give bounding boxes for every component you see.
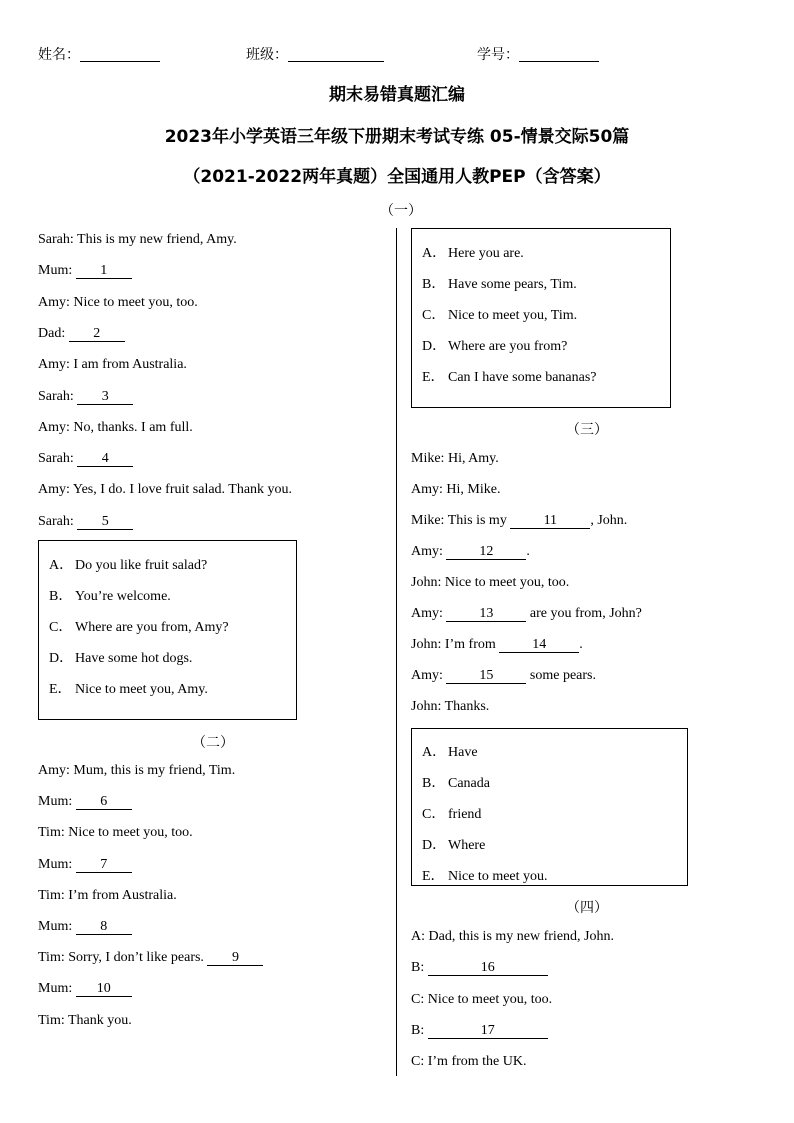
dialog-line [411, 992, 552, 1008]
speaker: B: [411, 1022, 425, 1038]
speaker: Amy: [411, 544, 443, 559]
speaker: Sarah: [38, 388, 74, 404]
dialog-line [38, 295, 198, 311]
dialog-line [38, 326, 125, 342]
dialog-line [411, 544, 530, 560]
dialog-line [38, 263, 132, 279]
dialog-line [411, 960, 548, 976]
dialog-line [38, 1013, 132, 1029]
answer-blank-16[interactable]: 16 [428, 960, 548, 976]
option-key: E． [49, 682, 72, 697]
option-key: D． [422, 339, 447, 354]
dialog-line [38, 482, 292, 498]
doc-title-1: 期末易错真题汇编 [329, 85, 465, 105]
dialog-line [411, 1054, 527, 1070]
option-text: Nice to meet you. [448, 869, 548, 884]
dialog-line [411, 668, 596, 684]
speaker: Sarah: [38, 451, 74, 467]
option-text: Where are you from, Amy? [75, 620, 229, 635]
speaker: Mum: [38, 856, 73, 872]
option-text: Where [448, 838, 486, 853]
dialog-line [38, 888, 177, 904]
answer-blank-8[interactable]: 8 [76, 919, 132, 935]
answer-blank-14[interactable]: 14 [499, 637, 579, 653]
utterance-tail: are you from, John? [526, 606, 642, 621]
option-b [422, 772, 490, 792]
dialog-line [38, 950, 263, 966]
option-text: Have some pears, Tim. [448, 277, 577, 292]
speaker: Tim: [38, 825, 65, 841]
utterance: Sorry, I don’t like pears. [68, 950, 204, 966]
doc-title-3: （2021-2022两年真题）全国通用人教PEP（含答案） [183, 167, 611, 187]
dialog-line [38, 919, 132, 935]
utterance: I’m from Australia. [68, 887, 177, 903]
option-b [49, 585, 171, 605]
answer-blank-1[interactable]: 1 [76, 263, 132, 279]
option-e [49, 678, 208, 698]
option-text: Nice to meet you, Tim. [448, 308, 578, 323]
student-id-blank[interactable] [519, 47, 599, 62]
speaker: B: [411, 960, 425, 976]
name-field [38, 44, 160, 64]
speaker: Mum: [38, 794, 73, 810]
dialog-line [38, 857, 132, 873]
speaker: Mike: [411, 513, 445, 528]
utterance: Thank you. [67, 1012, 132, 1028]
option-d [49, 647, 192, 667]
speaker: Mum: [38, 919, 73, 934]
speaker: Amy: [411, 482, 443, 497]
utterance: Hi, Amy. [447, 451, 499, 466]
utterance: Nice to meet you, too. [444, 575, 570, 590]
utterance: Nice to meet you, too. [427, 991, 553, 1007]
utterance-tail: . [579, 637, 583, 652]
utterance: Nice to meet you, too. [73, 294, 198, 310]
dialog-line [411, 699, 489, 715]
answer-blank-10[interactable]: 10 [76, 981, 132, 997]
column-divider [396, 228, 397, 1076]
speaker: John: [411, 637, 442, 652]
utterance-tail: , John. [590, 513, 628, 528]
option-d [422, 834, 485, 854]
answer-blank-3[interactable]: 3 [77, 389, 133, 405]
speaker: John: [411, 575, 442, 590]
dialog-line [411, 1023, 548, 1039]
section-3-heading: （三） [566, 422, 608, 438]
utterance: I am from Australia. [73, 357, 187, 373]
section-1-heading: （一） [380, 203, 422, 219]
dialog-line [411, 482, 500, 498]
speaker: Amy: [38, 419, 70, 435]
option-a [422, 741, 478, 761]
speaker: Tim: [38, 887, 65, 903]
option-text: Here you are. [448, 246, 524, 261]
option-c [422, 803, 481, 823]
student-id-label: 学号： [477, 47, 519, 63]
option-text: Do you like fruit salad? [75, 558, 208, 573]
doc-title-2: 2023年小学英语三年级下册期末考试专练 05-情景交际50篇 [164, 127, 630, 147]
option-c [422, 304, 577, 324]
option-key: C． [49, 620, 73, 635]
option-key: A． [422, 246, 447, 261]
speaker: John: [411, 699, 442, 714]
utterance: Hi, Mike. [446, 482, 501, 497]
option-a [49, 554, 207, 574]
speaker: Amy: [38, 294, 70, 310]
class-blank[interactable] [288, 47, 384, 62]
option-text: Can I have some bananas? [448, 370, 597, 385]
option-text: Where are you from? [448, 339, 568, 354]
dialog-line [38, 794, 132, 810]
answer-blank-2[interactable]: 2 [69, 326, 125, 342]
option-key: E． [422, 370, 445, 385]
section-2-heading: （二） [192, 735, 234, 751]
option-text: Nice to meet you, Amy. [75, 682, 208, 697]
option-key: D． [422, 838, 447, 853]
dialog-line [38, 232, 237, 248]
utterance: Dad, this is my new friend, John. [428, 929, 614, 944]
option-key: C． [422, 308, 446, 323]
option-b [422, 273, 577, 293]
student-id-field [477, 44, 599, 64]
answer-blank-12[interactable]: 12 [446, 544, 526, 560]
utterance: This is my [447, 513, 507, 528]
utterance: No, thanks. I am full. [73, 419, 193, 435]
answer-blank-6[interactable]: 6 [76, 794, 132, 810]
speaker: A: [411, 929, 425, 944]
option-key: B． [422, 277, 446, 292]
answer-blank-4[interactable]: 4 [77, 451, 133, 467]
dialog-line [38, 451, 133, 467]
speaker: Amy: [411, 668, 443, 683]
option-text: Have [448, 745, 478, 760]
speaker: Tim: [38, 950, 65, 966]
speaker: Dad: [38, 325, 66, 341]
answer-blank-15[interactable]: 15 [446, 668, 526, 684]
answer-blank-9[interactable]: 9 [207, 950, 263, 966]
option-d [422, 335, 567, 355]
dialog-line [411, 451, 499, 467]
utterance: Mum, this is my friend, Tim. [73, 763, 236, 778]
option-key: B． [422, 776, 446, 791]
option-key: D． [49, 651, 74, 666]
dialog-line [38, 981, 132, 997]
option-text: friend [448, 807, 482, 822]
dialog-line [38, 357, 187, 373]
speaker: Sarah: [38, 232, 74, 247]
name-label: 姓名： [38, 47, 80, 63]
name-blank[interactable] [80, 47, 160, 62]
option-a [422, 242, 524, 262]
speaker: Tim: [38, 1012, 65, 1028]
utterance: This is my new friend, Amy. [77, 232, 237, 247]
dialog-line [411, 513, 627, 529]
speaker: Amy: [38, 357, 70, 373]
speaker: Mike: [411, 451, 445, 466]
option-text: You’re welcome. [75, 589, 171, 604]
utterance: I’m from [444, 637, 496, 652]
answer-blank-13[interactable]: 13 [446, 606, 526, 622]
option-key: A． [49, 558, 74, 573]
dialog-line [38, 763, 235, 779]
answer-blank-17[interactable]: 17 [428, 1023, 548, 1039]
utterance: I’m from the UK. [427, 1054, 527, 1070]
speaker: Mum: [38, 981, 73, 997]
answer-blank-7[interactable]: 7 [76, 857, 132, 873]
answer-blank-11[interactable]: 11 [510, 513, 590, 529]
section-4-heading: （四） [566, 900, 608, 916]
option-e [422, 366, 597, 386]
speaker: Mum: [38, 263, 73, 279]
utterance-tail: . [526, 544, 530, 559]
dialog-line [411, 575, 569, 591]
option-c [49, 616, 229, 636]
option-text: Canada [448, 776, 490, 791]
utterance: Thanks. [444, 699, 490, 714]
dialog-line [38, 420, 193, 436]
dialog-line [38, 514, 133, 530]
speaker: Amy: [38, 763, 70, 778]
option-key: E． [422, 869, 445, 884]
option-key: C． [422, 807, 446, 822]
speaker: Amy: [411, 606, 443, 621]
speaker: Sarah: [38, 513, 74, 529]
option-text: Have some hot dogs. [75, 651, 193, 666]
dialog-line [38, 825, 193, 841]
option-key: A． [422, 745, 447, 760]
dialog-line [411, 637, 583, 653]
utterance: Nice to meet you, too. [68, 825, 193, 841]
class-field [246, 44, 384, 64]
speaker: C: [411, 991, 425, 1007]
speaker: C: [411, 1054, 425, 1070]
utterance-tail: some pears. [526, 668, 596, 683]
option-key: B． [49, 589, 73, 604]
answer-blank-5[interactable]: 5 [77, 514, 133, 530]
dialog-line [411, 929, 614, 945]
dialog-line [411, 606, 642, 622]
option-e [422, 865, 548, 885]
dialog-line [38, 389, 133, 405]
speaker: Amy: [38, 482, 70, 498]
utterance: Yes, I do. I love fruit salad. Thank you. [72, 482, 293, 498]
class-label: 班级： [246, 47, 288, 63]
